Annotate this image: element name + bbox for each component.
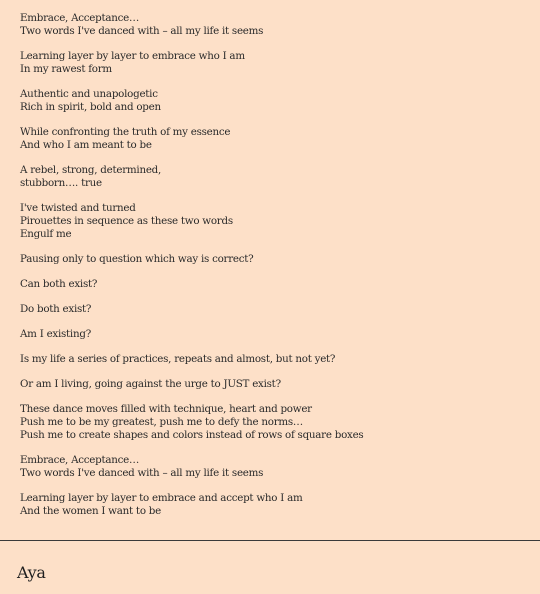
author-name: Aya: [17, 563, 46, 582]
poem-line: I've twisted and turned: [20, 202, 136, 214]
poem-line: Two words I've danced with – all my life it seems: [20, 25, 264, 37]
poem-line: Or am I living, going against the urge to JUST exist?: [20, 378, 281, 390]
poem-line: Two words I've danced with – all my life it seems: [20, 467, 264, 479]
poem-line: Push me to be my greatest, push me to defy the norms…: [20, 416, 303, 428]
poem-line: Do both exist?: [20, 303, 92, 315]
poem-stanza: [20, 378, 530, 391]
poem-stanza: [20, 278, 530, 291]
poem-line: These dance moves filled with technique, heart and power: [20, 403, 312, 415]
poem-stanza: [20, 403, 530, 442]
poem-line: Can both exist?: [20, 278, 98, 290]
poem-stanza: [20, 328, 530, 341]
poem-stanza: [20, 303, 530, 316]
poem-line: Is my life a series of practices, repeats and almost, but not yet?: [20, 353, 336, 365]
poem-line: And who I am meant to be: [20, 139, 152, 151]
poem-line: Learning layer by layer to embrace who I am: [20, 50, 245, 62]
poem-stanza: [20, 454, 530, 480]
poem-line: And the women I want to be: [20, 505, 161, 517]
poem-stanza: [20, 253, 530, 266]
poem-stanza: [20, 202, 530, 241]
poem-line: Embrace, Acceptance…: [20, 12, 140, 24]
poem-line: In my rawest form: [20, 63, 112, 75]
poem-line: Push me to create shapes and colors instead of rows of square boxes: [20, 429, 364, 441]
poem-stanza: [20, 126, 530, 152]
poem-stanza: [20, 12, 530, 38]
poem-body: [20, 12, 530, 530]
poem-line: stubborn…. true: [20, 177, 102, 189]
poem-line: Am I existing?: [20, 328, 91, 340]
poem-stanza: [20, 492, 530, 518]
poem-line: Pausing only to question which way is correct?: [20, 253, 254, 265]
poem-line: Learning layer by layer to embrace and accept who I am: [20, 492, 303, 504]
poem-line: Embrace, Acceptance…: [20, 454, 140, 466]
poem-line: Engulf me: [20, 228, 72, 240]
poem-stanza: [20, 50, 530, 76]
poem-line: Authentic and unapologetic: [20, 88, 158, 100]
poem-stanza: [20, 88, 530, 114]
poem-stanza: [20, 353, 530, 366]
poem-stanza: [20, 164, 530, 190]
poem-line: A rebel, strong, determined,: [20, 164, 162, 176]
poem-line: Rich in spirit, bold and open: [20, 101, 161, 113]
divider: [0, 540, 540, 541]
poem-line: While confronting the truth of my essence: [20, 126, 231, 138]
poem-line: Pirouettes in sequence as these two words: [20, 215, 233, 227]
